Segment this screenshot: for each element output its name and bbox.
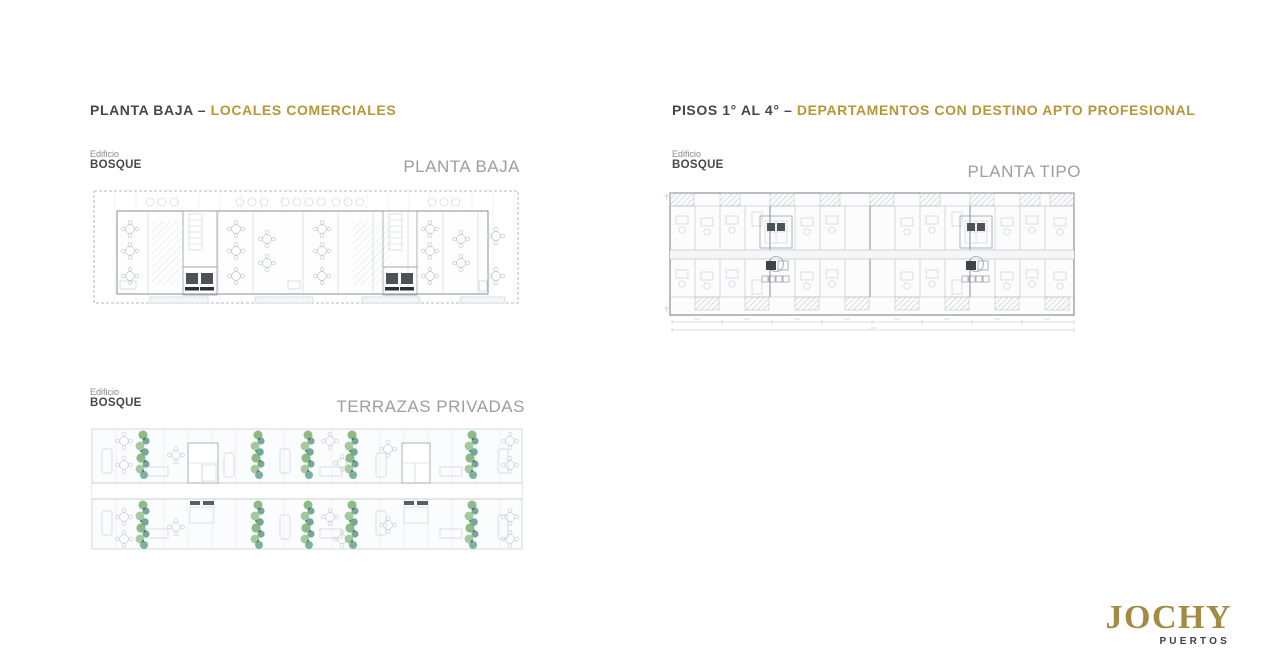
brand-top: Edificio [90, 387, 120, 397]
planta-baja-drawing [90, 181, 525, 328]
heading-left-highlight: LOCALES COMERCIALES [210, 102, 397, 118]
dimension-lines [672, 319, 1074, 332]
sidewalk-trees [146, 198, 460, 206]
brand-label-planta-baja [90, 149, 142, 173]
brand-top: Edificio [90, 149, 120, 159]
heading-left [90, 102, 396, 118]
terrazas-plan [90, 423, 525, 561]
heading-right-prefix: PISOS 1° AL 4° – [672, 102, 797, 118]
heading-right [672, 102, 1195, 118]
brand-name: BOSQUE [90, 397, 142, 410]
plan-title-planta-baja: PLANTA BAJA [403, 157, 520, 176]
corridor [670, 250, 1074, 259]
planta-tipo-drawing [664, 188, 1082, 340]
logo-subtitle: PUERTOS [1159, 636, 1230, 647]
heading-left-prefix: PLANTA BAJA – [90, 102, 211, 118]
curb-strips [150, 297, 505, 303]
brand-name: BOSQUE [672, 159, 724, 172]
plan-title-terrazas: TERRAZAS PRIVADAS [336, 397, 525, 416]
brand-label-planta-tipo [672, 149, 724, 173]
logo-wordmark: JOCHY [1105, 599, 1232, 636]
planta-baja-plan [90, 181, 525, 328]
central-walkway [92, 483, 522, 499]
terrazas-drawing [90, 423, 525, 561]
heading-right-highlight: DEPARTAMENTOS CON DESTINO APTO PROFESIONAL [796, 102, 1196, 118]
planta-tipo-plan [664, 188, 1082, 340]
brand-top: Edificio [672, 149, 702, 159]
plan-title-planta-tipo: PLANTA TIPO [967, 162, 1081, 181]
brand-name: BOSQUE [90, 159, 142, 172]
company-logo [1106, 601, 1233, 647]
brand-label-terrazas [90, 387, 142, 411]
